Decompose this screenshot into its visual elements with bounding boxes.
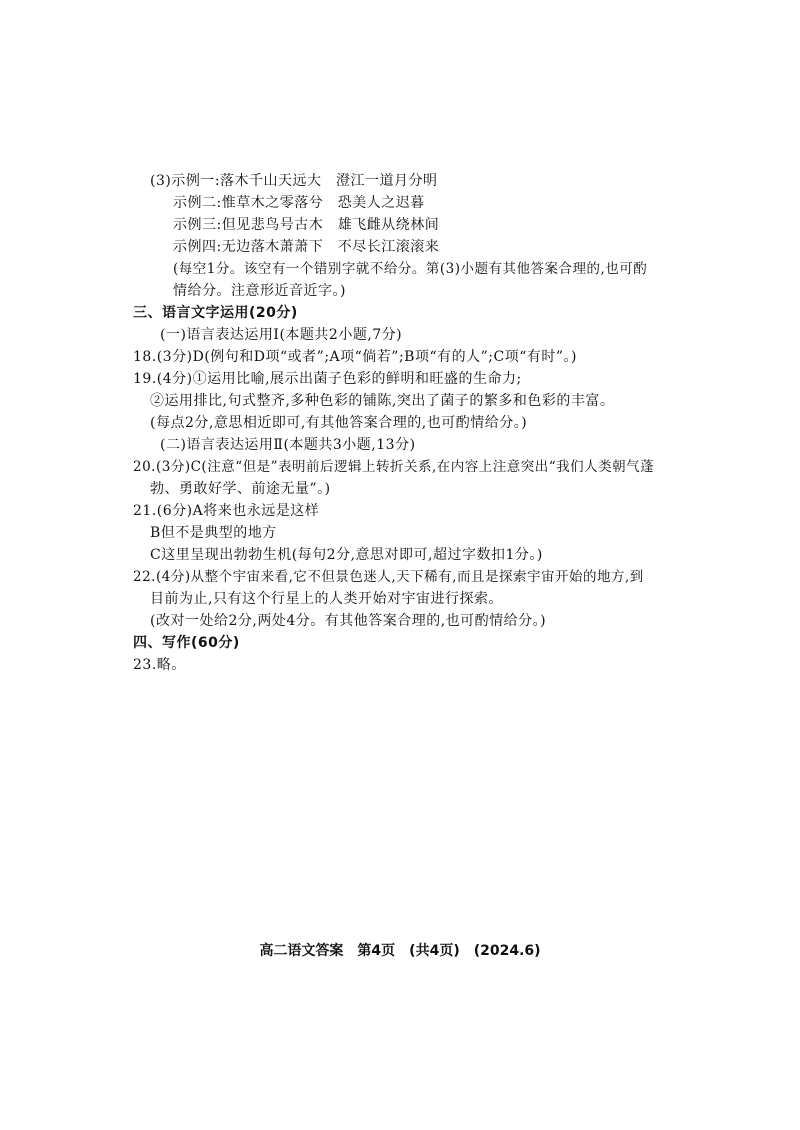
q3-example-4: 示例四:无边落木萧萧下 不尽长江滚滚来 bbox=[173, 239, 440, 255]
section-4-heading: 四、写作(60分) bbox=[133, 635, 240, 651]
q23-answer: 23.略。 bbox=[133, 657, 186, 673]
q19-answer-line-1: 19.(4分)①运用比喻,展示出菌子色彩的鲜明和旺盛的生命力; bbox=[133, 371, 522, 387]
q21-answer-a: 21.(6分)A将来也永远是这样 bbox=[133, 503, 320, 519]
q18-answer: 18.(3分)D(例句和D项“或者”;A项“倘若”;B项“有的人”;C项“有时”。) bbox=[133, 349, 577, 365]
q19-answer-line-2: ②运用排比,句式整齐,多种色彩的铺陈,突出了菌子的繁多和色彩的丰富。 bbox=[150, 393, 615, 409]
q3-note-line-1: (每空1分。该空有一个错别字就不给分。第(3)小题有其他答案合理的,也可酌 bbox=[173, 261, 648, 277]
q21-answer-c: C这里呈现出勃勃生机(每句2分,意思对即可,超过字数扣1分。) bbox=[150, 547, 543, 563]
q20-answer-line-2: 勃、勇敢好学、前途无量”。) bbox=[150, 481, 331, 497]
q22-answer-line-2: 目前为止,只有这个行星上的人类开始对宇宙进行探索。 bbox=[150, 591, 503, 607]
q20-answer-line-1: 20.(3分)C(注意“但是”表明前后逻辑上转折关系,在内容上注意突出“我们人类朝气蓬 bbox=[133, 459, 655, 475]
q3-note-line-2: 情给分。注意形近音近字。) bbox=[173, 283, 346, 299]
q19-note: (每点2分,意思相近即可,有其他答案合理的,也可酌情给分。) bbox=[150, 415, 528, 431]
q3-example-1: (3)示例一:落木千山天远大 澄江一道月分明 bbox=[150, 173, 438, 189]
q21-answer-b: B但不是典型的地方 bbox=[150, 525, 277, 541]
q22-note: (改对一处给2分,两处4分。有其他答案合理的,也可酌情给分。) bbox=[150, 613, 547, 629]
q22-answer-line-1: 22.(4分)从整个宇宙来看,它不但景色迷人,天下稀有,而且是探索宇宙开始的地方,到 bbox=[133, 569, 644, 585]
section-3-heading: 三、语言文字运用(20分) bbox=[133, 305, 298, 321]
section-3-part-1-heading: (一)语言表达运用Ⅰ(本题共2小题,7分) bbox=[160, 327, 403, 343]
q3-example-2: 示例二:惟草木之零落兮 恐美人之迟暮 bbox=[173, 195, 425, 211]
section-3-part-2-heading: (二)语言表达运用Ⅱ(本题共3小题,13分) bbox=[160, 437, 416, 453]
q3-example-3: 示例三:但见悲鸟号古木 雄飞雌从绕林间 bbox=[173, 217, 440, 233]
page-footer: 高二语文答案 第4页 (共4页) (2024.6) bbox=[259, 943, 541, 959]
